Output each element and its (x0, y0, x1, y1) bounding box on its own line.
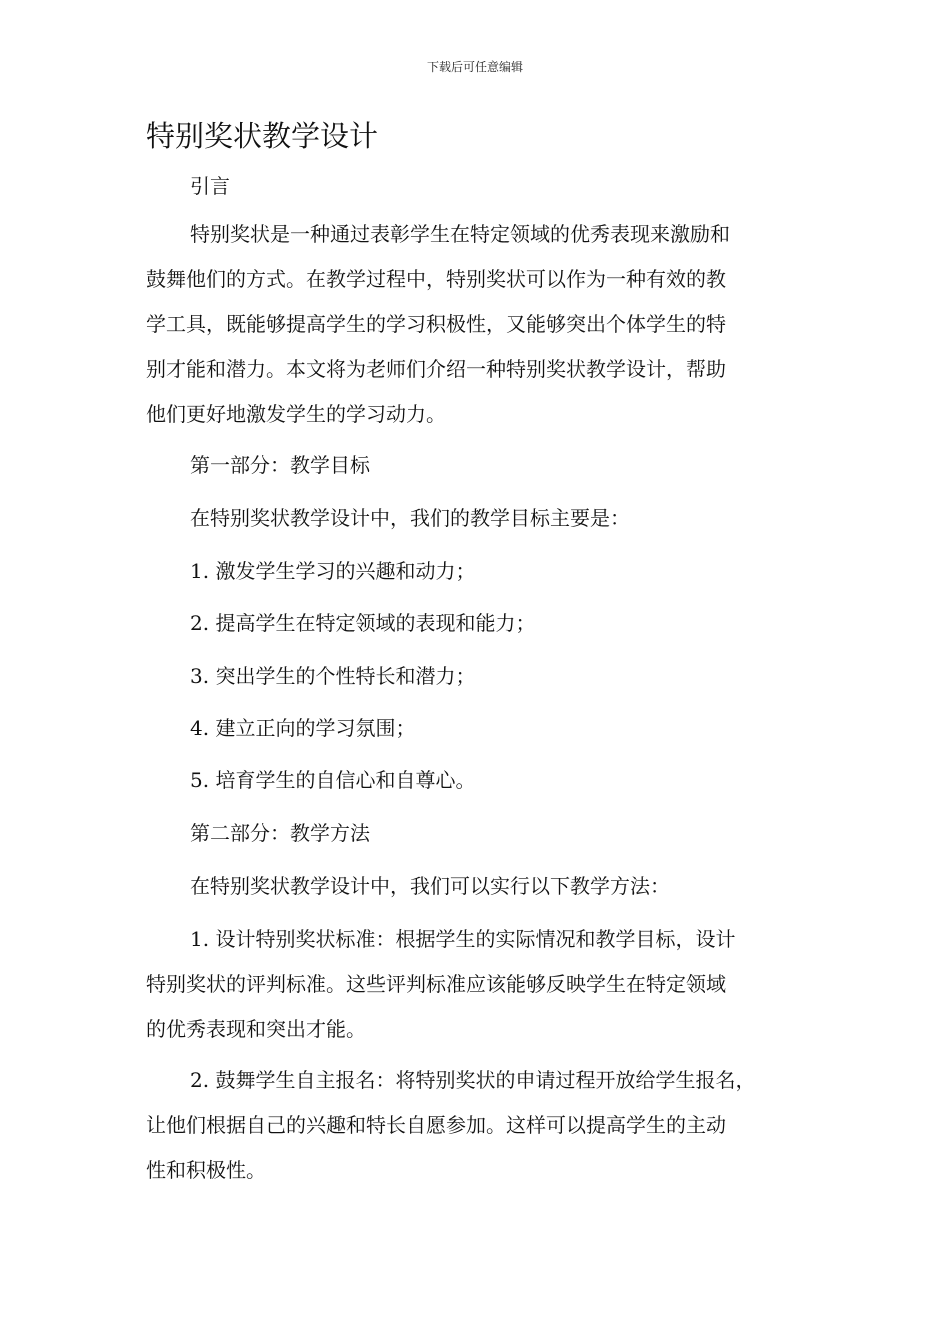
paragraph-line: 2. 鼓舞学生自主报名：将特别奖状的申请过程开放给学生报名， (190, 1068, 756, 1092)
list-item: 3. 突出学生的个性特长和潜力； (190, 664, 476, 688)
document-title: 特别奖状教学设计 (146, 119, 379, 153)
paragraph-line: 的优秀表现和突出才能。 (146, 1017, 366, 1041)
paragraph-line: 鼓舞他们的方式。在教学过程中，特别奖状可以作为一种有效的教 (146, 267, 726, 291)
paragraph-line: 特别奖状的评判标准。这些评判标准应该能够反映学生在特定领域 (146, 972, 726, 996)
part1-heading: 第一部分：教学目标 (190, 453, 370, 477)
list-item: 5. 培育学生的自信心和自尊心。 (190, 768, 476, 792)
page-header-note: 下载后可任意编辑 (426, 60, 523, 74)
paragraph-line: 他们更好地激发学生的学习动力。 (146, 402, 446, 426)
part1-lead: 在特别奖状教学设计中，我们的教学目标主要是： (190, 506, 630, 530)
part2-heading: 第二部分：教学方法 (190, 821, 370, 845)
list-item: 2. 提高学生在特定领域的表现和能力； (190, 611, 536, 635)
list-item: 1. 激发学生学习的兴趣和动力； (190, 559, 476, 583)
paragraph-line: 性和积极性。 (146, 1158, 266, 1182)
paragraph-line: 让他们根据自己的兴趣和特长自愿参加。这样可以提高学生的主动 (146, 1113, 726, 1137)
paragraph-line: 特别奖状是一种通过表彰学生在特定领域的优秀表现来激励和 (190, 222, 730, 246)
paragraph-line: 学工具，既能够提高学生的学习积极性，又能够突出个体学生的特 (146, 312, 726, 336)
paragraph-line: 别才能和潜力。本文将为老师们介绍一种特别奖状教学设计，帮助 (146, 357, 726, 381)
part2-lead: 在特别奖状教学设计中，我们可以实行以下教学方法： (190, 874, 670, 898)
paragraph-line: 1. 设计特别奖状标准：根据学生的实际情况和教学目标，设计 (190, 927, 736, 951)
intro-heading: 引言 (190, 174, 230, 198)
list-item: 4. 建立正向的学习氛围； (190, 716, 416, 740)
